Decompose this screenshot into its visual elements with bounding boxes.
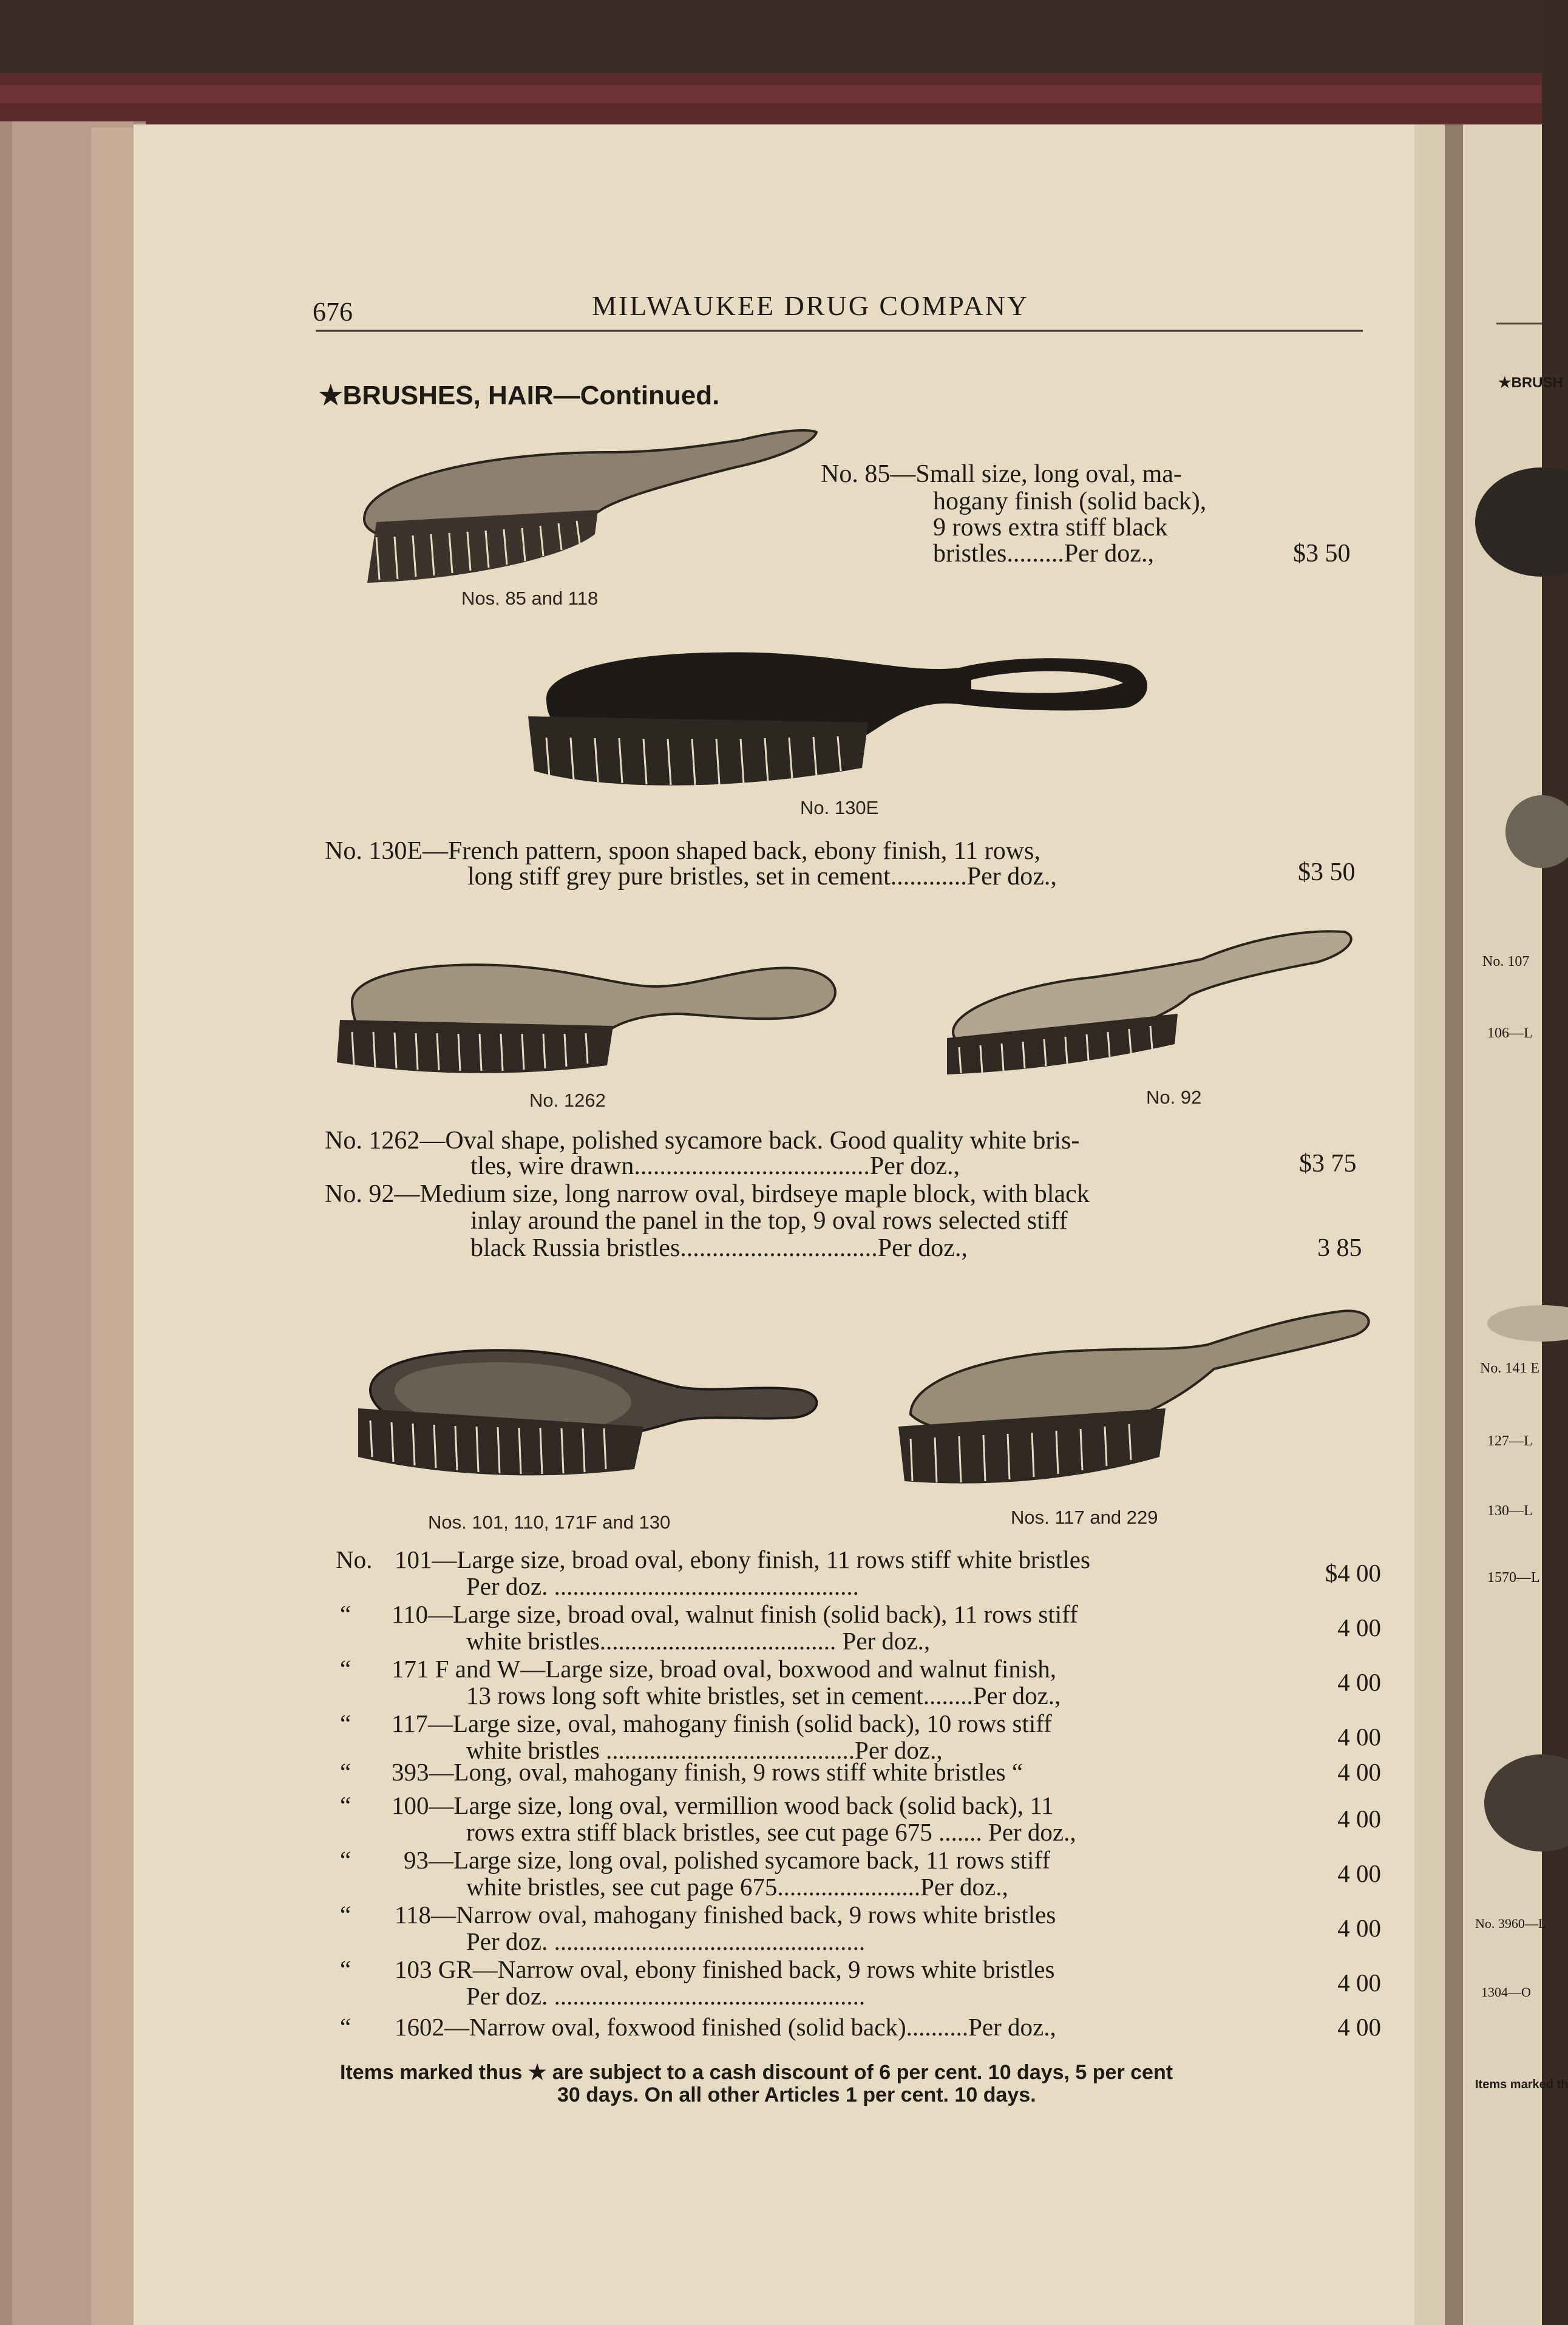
section-title: ★BRUSHES, HAIR—Continued. <box>319 381 720 410</box>
list-item-price: 4 00 <box>1337 1723 1381 1751</box>
list-item-line1: 100—Large size, long oval, vermillion wood back (solid back), 11 <box>392 1791 1054 1819</box>
no1262-price: $3 75 <box>1299 1150 1357 1178</box>
no130e-line1: No. 130E—French pattern, spoon shaped back, ebony finish, 11 rows, <box>325 837 1040 865</box>
no1262-line1: No. 1262—Oval shape, polished sycamore back. Good quality white bris- <box>325 1127 1080 1155</box>
list-item-lead: “ <box>340 1955 351 1983</box>
caption-1262: No. 1262 <box>529 1090 606 1111</box>
list-item-line1: 118—Narrow oval, mahogany finished back, 9 rows white bristles <box>395 1901 1056 1929</box>
list-item-line1: 103 GR—Narrow oval, ebony finished back, 9 rows white bristles <box>395 1955 1055 1983</box>
list-item-line2: Per doz. .................................................. <box>466 1927 866 1955</box>
no1262-line2: tles, wire drawn.....................................Per doz., <box>470 1152 960 1180</box>
list-item-lead: “ <box>340 2013 351 2041</box>
list-item-line2: rows extra stiff black bristles, see cut page 675 ....... Per doz., <box>466 1818 1076 1846</box>
list-item-lead: No. <box>336 1546 373 1573</box>
caption-117-229: Nos. 117 and 229 <box>1011 1507 1158 1528</box>
right-fragment: No. 3960—L <box>1475 1916 1547 1931</box>
no85-line3: 9 rows extra stiff black <box>933 514 1168 541</box>
footer-note-line1: Items marked thus ★ are subject to a cash discount of 6 per cent. 10 days, 5 per cent <box>340 2061 1173 2084</box>
right-fragment: No. 107 <box>1482 954 1530 969</box>
running-head: MILWAUKEE DRUG COMPANY <box>592 290 1030 321</box>
list-item <box>0 1757 1542 1785</box>
list-item-line2: white bristles ........................................Per doz., <box>466 1736 943 1764</box>
caption-130e: No. 130E <box>800 797 879 818</box>
no92-line2: inlay around the panel in the top, 9 oval rows selected stiff <box>470 1207 1068 1235</box>
no85-line2: hogany finish (solid back), <box>933 487 1207 515</box>
list-item-lead: “ <box>340 1846 351 1874</box>
list-item-price: 4 00 <box>1337 1969 1381 1997</box>
list-item <box>0 1709 1542 1764</box>
no85-line4: bristles.........Per doz., <box>933 540 1154 568</box>
list-item-line2: white bristles, see cut page 675.......................Per doz., <box>466 1873 1008 1901</box>
list-item-price: 4 00 <box>1337 1859 1381 1887</box>
list-item <box>0 1791 1542 1846</box>
list-item-price: 4 00 <box>1337 1614 1381 1641</box>
right-fragment: 127—L <box>1487 1433 1533 1449</box>
caption-85-118: Nos. 85 and 118 <box>461 588 599 609</box>
list-item-price: 4 00 <box>1337 1805 1381 1833</box>
no85-price: $3 50 <box>1293 540 1351 568</box>
list-item-lead: “ <box>340 1655 351 1683</box>
list-item-line2: Per doz. ................................................. <box>466 1572 859 1600</box>
caption-92: No. 92 <box>1146 1087 1202 1108</box>
no130e-price: $3 50 <box>1298 858 1356 886</box>
list-item-lead: “ <box>340 1758 351 1786</box>
list-item-line1: 110—Large size, broad oval, walnut finish (solid back), 11 rows stiff <box>392 1600 1078 1628</box>
list-item <box>0 1955 1542 2010</box>
list-item-price: 4 00 <box>1337 2013 1381 2041</box>
list-item <box>0 1900 1542 1955</box>
list-item-lead: “ <box>340 1600 351 1628</box>
list-item-line1: 93—Large size, long oval, polished sycamore back, 11 rows stiff <box>404 1846 1050 1874</box>
list-item <box>0 1600 1542 1655</box>
list-item-line2: 13 rows long soft white bristles, set in cement........Per doz., <box>466 1682 1061 1709</box>
list-item-line1: 393—Long, oval, mahogany finish, 9 rows stiff white bristles “ <box>392 1758 1023 1786</box>
list-item-lead: “ <box>340 1901 351 1929</box>
right-fragment: 130—L <box>1487 1503 1533 1519</box>
list-item-line1: 101—Large size, broad oval, ebony finish, 11 rows stiff white bristles <box>395 1546 1090 1573</box>
right-fragment: ★BRUSH <box>1498 375 1563 391</box>
no85-line1: No. 85—Small size, long oval, ma- <box>821 460 1182 488</box>
right-fragment: Items marked th <box>1475 2078 1568 2091</box>
list-item-line2: white bristles...................................... Per doz., <box>466 1627 931 1655</box>
list-item-line1: 117—Large size, oval, mahogany finish (solid back), 10 rows stiff <box>392 1709 1052 1737</box>
no130e-line2: long stiff grey pure bristles, set in cement............Per doz., <box>467 863 1057 891</box>
list-item-line2: Per doz. .................................................. <box>466 1982 866 2010</box>
right-fragment: 1304—O <box>1481 1984 1531 2000</box>
list-item-price: 4 00 <box>1337 1914 1381 1942</box>
list-item-line1: 1602—Narrow oval, foxwood finished (solid back)..........Per doz., <box>395 2013 1056 2041</box>
list-item <box>0 1845 1542 1901</box>
list-item-lead: “ <box>340 1791 351 1819</box>
caption-101-110-171f-130: Nos. 101, 110, 171F and 130 <box>428 1512 671 1533</box>
footer-note-line2: 30 days. On all other Articles 1 per cent. 10 days. <box>557 2083 1036 2106</box>
no92-price: 3 85 <box>1317 1234 1362 1262</box>
list-item <box>0 1654 1542 1709</box>
list-item <box>0 2012 1542 2040</box>
right-fragment: No. 141 E <box>1480 1360 1539 1376</box>
no92-line3: black Russia bristles...............................Per doz., <box>470 1234 968 1262</box>
list-item-price: 4 00 <box>1337 1668 1381 1696</box>
page-number: 676 <box>313 297 353 327</box>
list-item-line1: 171 F and W—Large size, broad oval, boxwood and walnut finish, <box>392 1655 1057 1683</box>
list-item <box>0 1545 1542 1600</box>
right-fragment: 1570—L <box>1487 1570 1540 1586</box>
right-fragment: 106—L <box>1487 1025 1533 1041</box>
list-item-price: $4 00 <box>1325 1559 1381 1587</box>
list-item-lead: “ <box>340 1709 351 1737</box>
list-item-price: 4 00 <box>1337 1758 1381 1786</box>
no92-line1: No. 92—Medium size, long narrow oval, birdseye maple block, with black <box>325 1180 1090 1208</box>
